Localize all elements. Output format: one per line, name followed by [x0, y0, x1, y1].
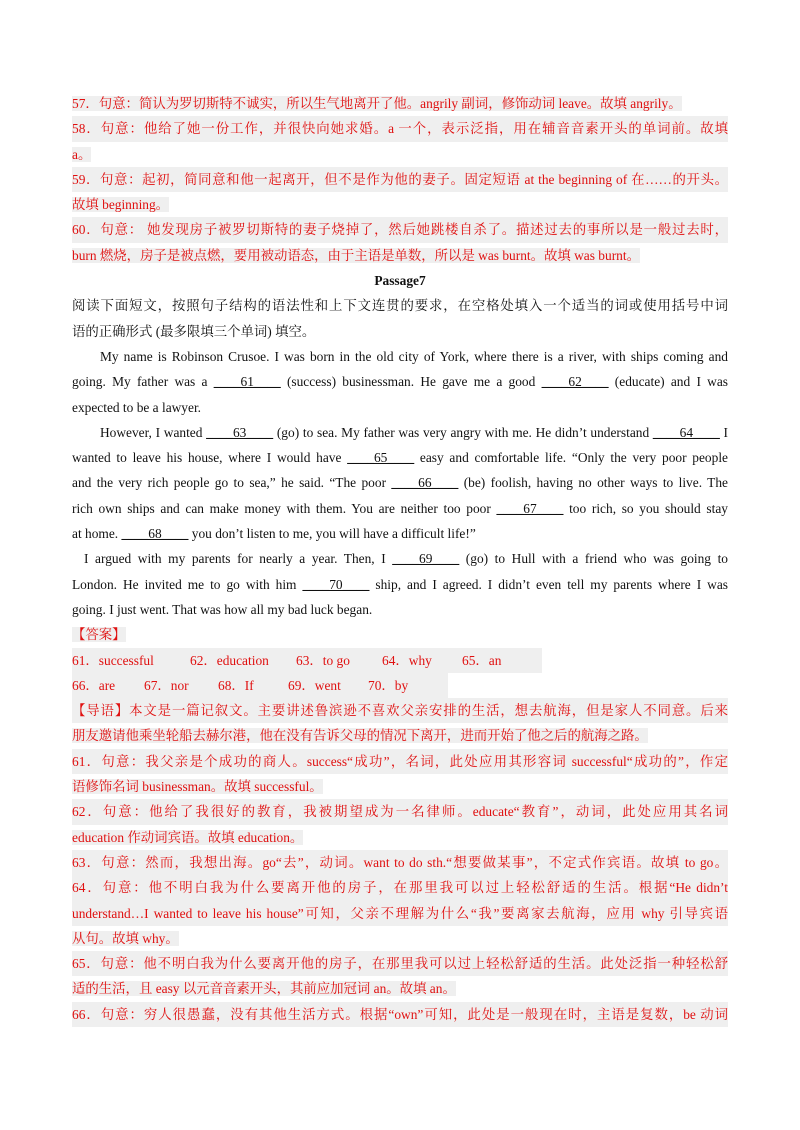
blank-70: ____70____	[302, 576, 370, 592]
blank-65: ____65____	[347, 450, 415, 466]
p2-line-5: at home. ____68____ you don’t listen to me, you will have a difficult life!”	[72, 526, 476, 542]
guide-line-2: 朋友邀请他乘坐轮船去赫尔港，他在没有告诉父母的情况下离开，进而开始了他之后的航海之路。	[72, 728, 648, 744]
explanation-65-line-2: 适的生活，且 easy 以元音音素开头，其前应加冠词 an。故填 an。	[72, 981, 456, 997]
answer-58-line-2: a。	[72, 146, 92, 162]
answer-heading: 【答案】	[72, 627, 126, 643]
answer-60-line-1: 60．句意： 她发现房子被罗切斯特的妻子烧掉了，然后她跳楼自杀了。描述过去的事所以是一般过去时，	[72, 217, 728, 242]
p2-line-4: rich own ships and can make money with them. You are neither too poor ____67____ too rich, so you should stay	[72, 500, 728, 516]
answer-68: 68．If	[218, 677, 254, 693]
instruction-line-1: 阅读下面短文，按照句子结构的语法性和上下文连贯的要求，在空格处填入一个适当的词或使用括号中词	[72, 298, 728, 314]
p3-line-2: London. He invited me to go with him ____70____ ship, and I agreed. I didn’t even tell my parents where I was	[72, 576, 728, 592]
answer-69: 69．went	[288, 677, 341, 693]
instruction-line-2: 语的正确形式 (最多限填三个单词) 填空。	[72, 323, 316, 339]
explanation-61-line-1: 61．句意：我父亲是个成功的商人。success“成功”，名词，此处应用其形容词 successful“成功的”，作定	[72, 749, 728, 774]
explanation-61-line-2: 语修饰名词 businessman。故填 successful。	[72, 779, 323, 795]
answer-59-line-2: 故填 beginning。	[72, 197, 170, 213]
blank-66: ____66____	[391, 475, 459, 491]
answer-57: 57．句意：简认为罗切斯特不诚实，所以生气地离开了他。angrily 副词，修饰动词 leave。故填 angrily。	[72, 96, 682, 111]
blank-63: ____63____	[206, 424, 274, 440]
explanation-66-line-1: 66．句意：穷人很愚蠢，没有其他生活方式。根据“own”可知，此处是一般现在时，主语是复数，be 动词	[72, 1002, 728, 1027]
guide-line-1: 【导语】本文是一篇记叙文。主要讲述鲁滨逊不喜欢父亲安排的生活，想去航海，但是家人不同意。后来	[72, 698, 728, 723]
answer-59-line-1: 59．句意：起初，简同意和他一起离开，但不是作为他的妻子。固定短语 at the beginning of 在……的开头。	[72, 167, 728, 192]
blank-69: ____69____	[392, 551, 460, 567]
answer-58-line-1: 58．句意：他给了她一份工作，并很快向她求婚。a 一个，表示泛指，用在辅音音素开头的单词前。故填	[72, 116, 728, 141]
explanation-64-line-2: understand…I wanted to leave his house”可知，父亲不理解为什么“我”要离家去航海，应用 why 引导宾语	[72, 901, 728, 926]
blank-67: ____67____	[496, 500, 564, 516]
answer-67: 67．nor	[144, 677, 189, 693]
explanation-65-line-1: 65．句意：他不明白我为什么要离开他的房子，在那里我可以过上轻松舒适的生活。此处泛指一种轻松舒	[72, 951, 728, 976]
explanation-62-line-1: 62．句意：他给了我很好的教育，我被期望成为一名律师。educate“教育”，动词，此处应用其名词	[72, 799, 728, 824]
p2-line-1: However, I wanted ____63____ (go) to sea. My father was very angry with me. He didn’t understand ____64____ I	[100, 424, 729, 440]
p2-line-2: wanted to leave his house, where I would have ____65____ easy and comfortable life. “Only the very poor people	[72, 450, 728, 466]
p3-line-1: I argued with my parents for nearly a year. Then, I ____69____ (go) to Hull with a friend who was going to	[84, 551, 728, 567]
blank-68: ____68____	[121, 526, 189, 542]
answer-65: 65．an	[462, 652, 502, 668]
blank-62: ____62____	[541, 374, 609, 390]
p2-line-3: and the very rich people go to sea,” he said. “The poor ____66____ (be) foolish, having no other ways to live. The	[72, 475, 728, 491]
blank-64: ____64____	[652, 424, 720, 440]
answer-66: 66．are	[72, 677, 116, 693]
p1-line-3: expected to be a lawyer.	[72, 399, 202, 415]
answer-62: 62．education	[190, 652, 269, 668]
p1-line-2: going. My father was a ____61____ (success) businessman. He gave me a good ____62____ (educate) and I was	[72, 374, 728, 390]
explanation-64-line-3: 从句。故填 why。	[72, 930, 179, 946]
p3-line-3: going. I just went. That was how all my bad luck began.	[72, 601, 373, 617]
answer-row-2	[72, 673, 728, 698]
explanation-63: 63．句意：然而，我想出海。go“去”，动词。want to do sth.“想要做某事”，不定式作宾语。故填 to go。	[72, 850, 728, 875]
document-page	[72, 91, 728, 1027]
p1-line-1: My name is Robinson Crusoe. I was born in the old city of York, where there is a river, with ships coming and	[100, 348, 728, 364]
answer-61: 61．successful	[72, 652, 154, 668]
answer-70: 70．by	[368, 677, 409, 693]
answer-63: 63．to go	[296, 652, 350, 668]
answer-64: 64．why	[382, 652, 432, 668]
answer-row-1	[72, 648, 728, 673]
blank-61: ____61____	[213, 374, 281, 390]
passage-title: Passage7	[374, 273, 426, 289]
explanation-64-line-1: 64．句意：他不明白我为什么要离开他的房子，在那里我可以过上轻松舒适的生活。根据“He didn’t	[72, 875, 728, 900]
explanation-62-line-2: education 作动词宾语。故填 education。	[72, 829, 304, 845]
answer-60-line-2: burn 燃烧，房子是被点燃，要用被动语态，由于主语是单数，所以是 was burnt。故填 was burnt。	[72, 247, 640, 263]
